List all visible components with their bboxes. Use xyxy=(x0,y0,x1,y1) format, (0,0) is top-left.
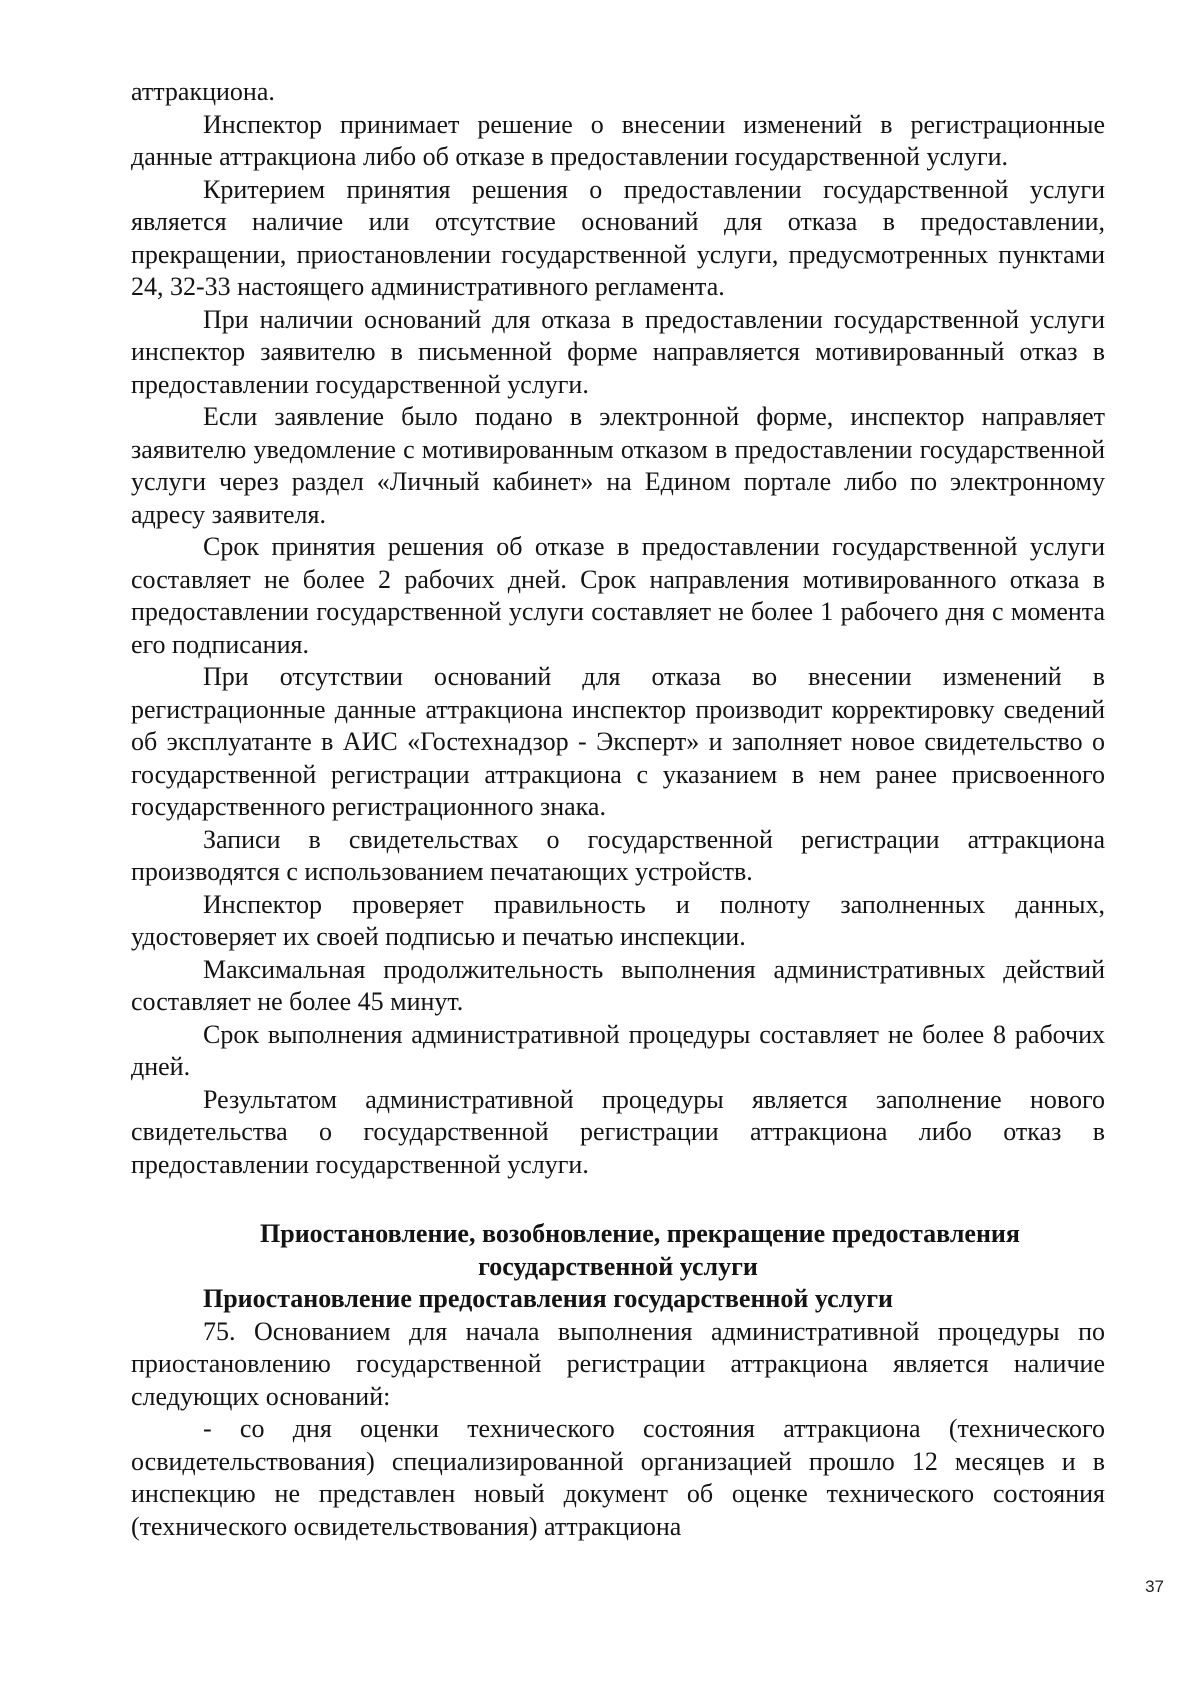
paragraph-clause-75: 75. Основанием для начала выполнения административной процедуры по приостановлению государственной регистрации аттракциона является наличие следующих оснований: xyxy=(131,1316,1105,1411)
paragraph-suspension-ground: - со дня оценки технического состояния аттракциона (технического освидетельствования) специализированной организацией прошло 12 месяцев и в инспекцию не представлен новый документ об оценке технического состояния (технического освидетельствования) аттракциона xyxy=(131,1414,1105,1541)
paragraph-certificate-records: Записи в свидетельствах о государственной регистрации аттракциона производятся с использованием печатающих устройств. xyxy=(131,824,1105,886)
document-body xyxy=(131,76,1105,1543)
page-number: 37 xyxy=(1145,1577,1164,1596)
paragraph-max-duration: Максимальная продолжительность выполнения административных действий составляет не более 45 минут. xyxy=(131,954,1105,1016)
paragraph-no-refusal-grounds: При отсутствии оснований для отказа во внесении изменений в регистрационные данные аттракциона инспектор производит корректировку сведений об эксплуатанте в АИС «Гостехнадзор - Эксперт» и заполняет новое свидетельство о государственной регистрации аттракциона с указанием в нем ранее присвоенного государственного регистрационного знака. xyxy=(131,662,1105,821)
paragraph-procedure-result: Результатом административной процедуры является заполнение нового свидетельства о государственной регистрации аттракциона либо отказ в предоставлении государственной услуги. xyxy=(131,1084,1105,1179)
paragraph-decision-criterion: Критерием принятия решения о предоставлении государственной услуги является наличие или отсутствие оснований для отказа в предоставлении, прекращении, приостановлении государственной услуги, предусмотренных пунктами 24, 32-33 настоящего административного регламента. xyxy=(131,174,1105,301)
paragraph-electronic-notice: Если заявление было подано в электронной форме, инспектор направляет заявителю уведомление с мотивированным отказом в предоставлении государственной услуги через раздел «Личный кабинет» на Едином портале либо по электронному адресу заявителя. xyxy=(131,402,1105,529)
paragraph-inspector-verification: Инспектор проверяет правильность и полноту заполненных данных, удостоверяет их своей подписью и печатью инспекции. xyxy=(131,889,1105,951)
paragraph-refusal-deadline: Срок принятия решения об отказе в предоставлении государственной услуги составляет не более 2 рабочих дней. Срок направления мотивированного отказа в предоставлении государственной услуги составляет не более 1 рабочего дня с момента его подписания. xyxy=(131,532,1105,659)
section-heading-line-2: государственной услуги xyxy=(478,1251,758,1281)
paragraph-inspector-decision: Инспектор принимает решение о внесении изменений в регистрационные данные аттракциона либо об отказе в предоставлении государственной услуги. xyxy=(131,109,1105,171)
paragraph-refusal-grounds: При наличии оснований для отказа в предоставлении государственной услуги инспектор заявителю в письменной форме направляется мотивированный отказ в предоставлении государственной услуги. xyxy=(131,304,1105,399)
subsection-heading: Приостановление предоставления государственной услуги xyxy=(203,1284,894,1313)
paragraph-continuation: аттракциона. xyxy=(131,77,275,106)
paragraph-procedure-term: Срок выполнения административной процедуры составляет не более 8 рабочих дней. xyxy=(131,1019,1105,1081)
section-heading-line-1: Приостановление, возобновление, прекращение предоставления xyxy=(260,1219,1020,1248)
